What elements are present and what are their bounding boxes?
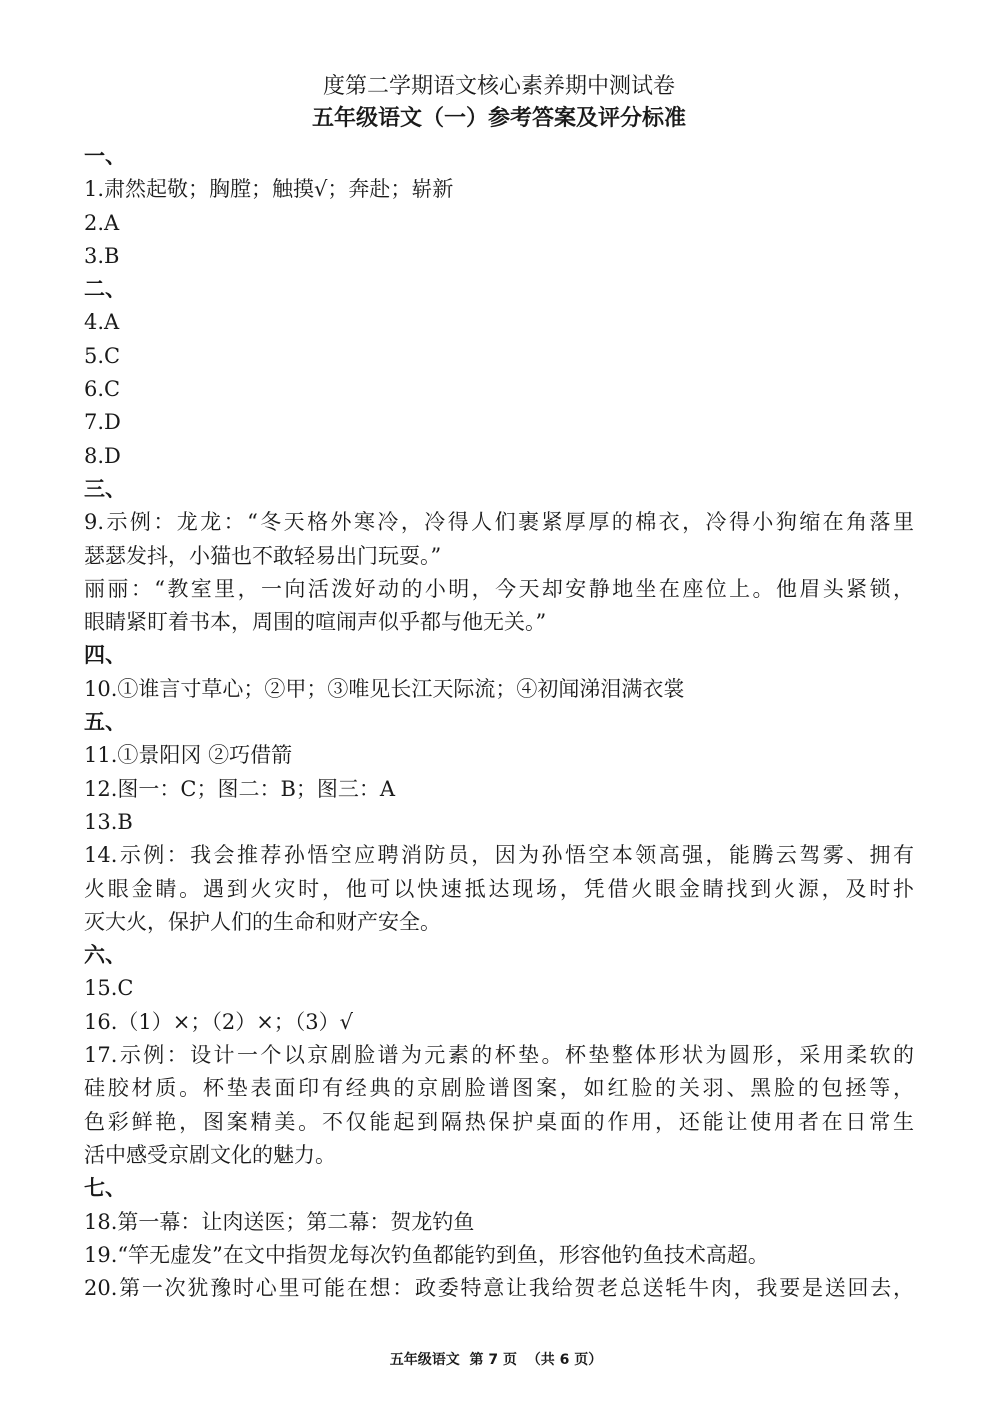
answer-line: 3.B	[84, 243, 120, 268]
answer-line: 瑟瑟发抖，小猫也不敢轻易出门玩耍。”	[84, 543, 442, 568]
answer-line: 4.A	[84, 310, 120, 335]
answer-line: 15.C	[84, 976, 134, 1001]
answer-line: 硅胶材质。杯垫表面印有经典的京剧脸谱图案，如红脸的关羽、黑脸的包拯等，	[84, 1076, 914, 1101]
answer-key-title: 五年级语文（一）参考答案及评分标准	[311, 106, 686, 131]
section-heading: 六、	[84, 943, 126, 968]
answer-line: 9.示例：龙龙：“冬天格外寒冷，冷得人们裹紧厚厚的棉衣，冷得小狗缩在角落里	[84, 510, 914, 535]
answer-line: 19.“竿无虚发”在文中指贺龙每次钓鱼都能钓到鱼，形容他钓鱼技术高超。	[84, 1242, 769, 1267]
answer-line: 6.C	[84, 377, 121, 402]
answer-line: 8.D	[84, 443, 121, 468]
section-heading: 二、	[84, 277, 126, 302]
section-heading: 四、	[84, 643, 126, 668]
answer-line: 20.第一次犹豫时心里可能在想：政委特意让我给贺老总送牦牛肉，我要是送回去，	[84, 1276, 914, 1301]
answer-sheet-page	[84, 0, 914, 1403]
answer-line: 14.示例：我会推荐孙悟空应聘消防员，因为孙悟空本领高强，能腾云驾雾、拥有	[84, 843, 914, 868]
answer-line: 眼睛紧盯着书本，周围的喧闹声似乎都与他无关。”	[84, 610, 547, 635]
page-footer: 五年级语文 第 7 页 （共 6 页）	[389, 1352, 603, 1368]
answer-line: 灭大火，保护人们的生命和财产安全。	[84, 909, 441, 934]
answer-line: 17.示例：设计一个以京剧脸谱为元素的杯垫。杯垫整体形状为圆形，采用柔软的	[84, 1043, 914, 1068]
answer-line: 活中感受京剧文化的魅力。	[84, 1142, 336, 1167]
section-heading: 三、	[84, 476, 126, 501]
answer-line: 18.第一幕：让肉送医；第二幕：贺龙钓鱼	[84, 1209, 475, 1234]
exam-title: 度第二学期语文核心素养期中测试卷	[322, 74, 675, 99]
answer-line: 色彩鲜艳，图案精美。不仅能起到隔热保护桌面的作用，还能让使用者在日常生	[84, 1109, 914, 1134]
answer-line: 5.C	[84, 343, 121, 368]
section-heading: 五、	[84, 710, 126, 735]
answer-line: 13.B	[84, 809, 133, 834]
answer-line: 1.肃然起敬；胸膛；触摸√；奔赴；崭新	[84, 177, 454, 202]
section-heading: 一、	[84, 144, 126, 168]
answer-line: 16.（1）×；（2）×；（3）√	[84, 1009, 354, 1034]
answer-line: 10.①谁言寸草心；②甲；③唯见长江天际流；④初闻涕泪满衣裳	[84, 676, 685, 701]
answer-line: 2.A	[84, 210, 120, 235]
answer-line: 丽丽：“教室里，一向活泼好动的小明，今天却安静地坐在座位上。他眉头紧锁，	[84, 576, 914, 601]
answer-list	[84, 140, 914, 1305]
answer-line: 12.图一：C；图二：B；图三：A	[84, 776, 396, 801]
section-heading: 七、	[84, 1176, 126, 1201]
answer-line: 11.①景阳冈 ②巧借箭	[84, 743, 293, 768]
answer-line: 火眼金睛。遇到火灾时，他可以快速抵达现场，凭借火眼金睛找到火源，及时扑	[84, 876, 914, 901]
answer-line: 7.D	[84, 410, 121, 435]
